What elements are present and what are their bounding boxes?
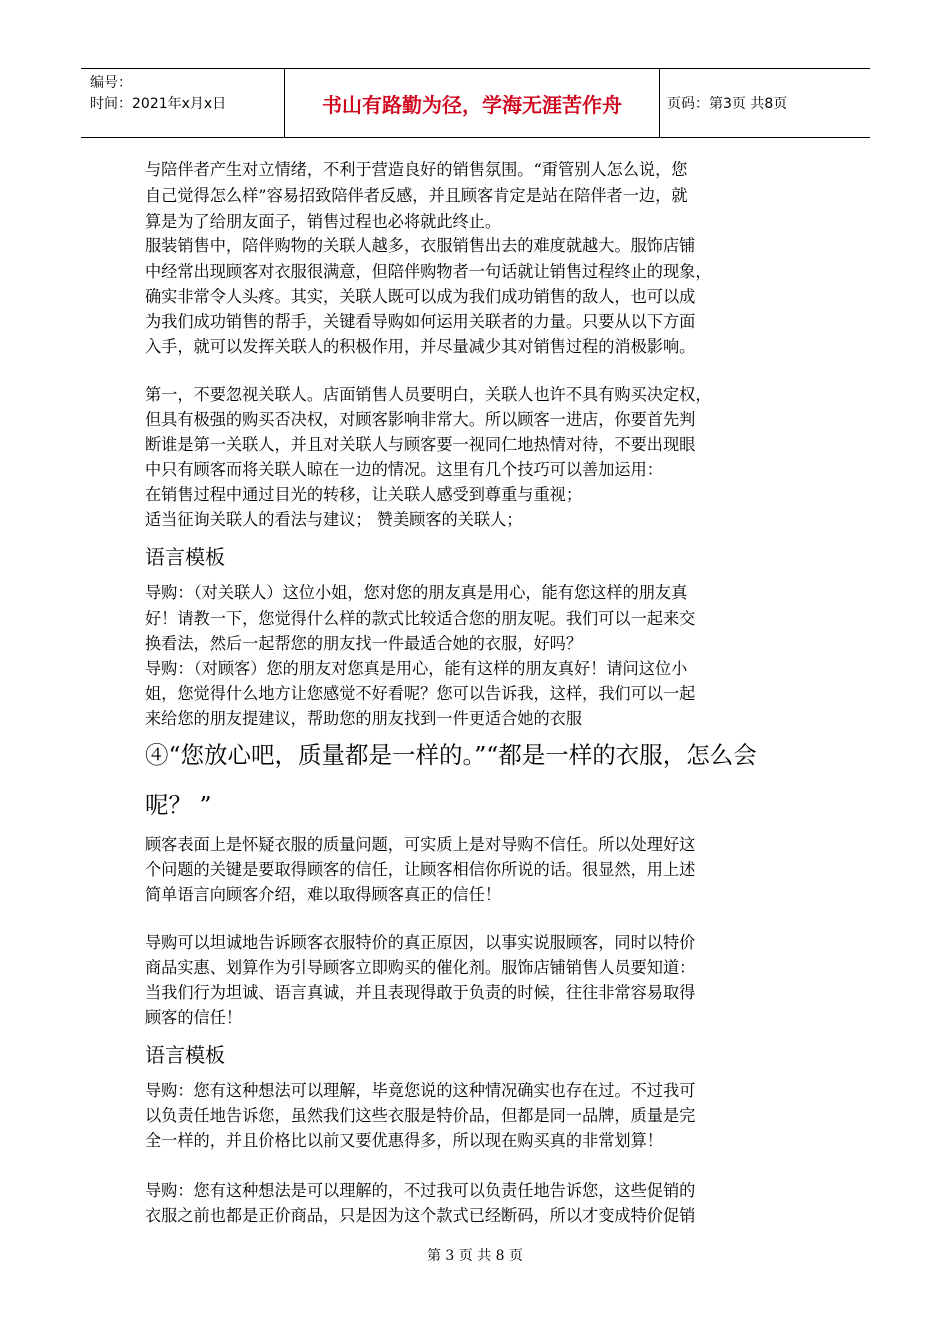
template-line: 以负责任地告诉您，虽然我们这些衣服是特价品，但都是同一品牌，质量是完	[145, 1106, 696, 1125]
template-line: 全一样的，并且价格比以前又要优惠得多，所以现在购买真的非常划算！	[145, 1131, 663, 1150]
template-line: 导购：（对顾客）您的朋友对您真是用心，能有这样的朋友真好！请问这位小	[145, 659, 688, 678]
body-line: 顾客的信任！	[145, 1008, 243, 1027]
body-line: 自己觉得怎么样”容易招致陪伴者反感，并且顾客肯定是站在陪伴者一边，就	[145, 186, 688, 205]
template-line: 导购：您有这种想法是可以理解的，不过我可以负责任地告诉您，这些促销的	[145, 1181, 696, 1200]
number-label: 编号：	[90, 75, 132, 91]
body-line: 简单语言向顾客介绍，难以取得顾客真正的信任！	[145, 885, 502, 904]
question-heading-cont: 呢？ ”	[145, 791, 212, 819]
body-line: 断谁是第一关联人，并且对关联人与顾客要一视同仁地热情对待，不要出现眼	[145, 435, 696, 454]
body-line: 确实非常令人头疼。其实，关联人既可以成为我们成功销售的敌人，也可以成	[145, 287, 696, 306]
section-heading: 语言模板	[145, 545, 225, 569]
section-heading: 语言模板	[145, 1043, 225, 1067]
question-heading: ④“您放心吧，质量都是一样的。”“都是一样的衣服，怎么会	[145, 741, 757, 769]
body-line: 在销售过程中通过目光的转移，让关联人感受到尊重与重视；	[145, 485, 583, 504]
page-header	[81, 68, 870, 138]
body-line: 为我们成功销售的帮手，关键看导购如何运用关联者的力量。只要从以下方面	[145, 312, 696, 331]
header-motto: 书山有路勤为径，学海无涯苦作舟	[322, 92, 622, 117]
body-line: 与陪伴者产生对立情绪，不利于营造良好的销售氛围。“甭管别人怎么说，您	[145, 160, 688, 179]
body-line: 个问题的关键是要取得顾客的信任，让顾客相信你所说的话。很显然，用上述	[145, 860, 696, 879]
template-line: 来给您的朋友提建议，帮助您的朋友找到一件更适合她的衣服	[145, 709, 583, 728]
body-line: 入手，就可以发挥关联人的积极作用，并尽量减少其对销售过程的消极影响。	[145, 337, 696, 356]
body-line: 中经常出现顾客对衣服很满意，但陪伴购物者一句话就让销售过程终止的现象，	[145, 262, 712, 281]
body-line: 但具有极强的购买否决权，对顾客影响非常大。所以顾客一进店，你要首先判	[145, 410, 696, 429]
body-line: 算是为了给朋友面子，销售过程也必将就此终止。	[145, 212, 502, 231]
body-line: 适当征询关联人的看法与建议； 赞美顾客的关联人；	[145, 510, 523, 529]
header-page-info: 页码：第3页 共8页	[667, 96, 788, 112]
page-footer: 第 3 页 共 8 页	[426, 1248, 524, 1264]
body-line: 商品实惠、划算作为引导顾客立即购买的催化剂。服饰店铺销售人员要知道：	[145, 958, 696, 977]
time-label: 时间：2021年x月x日	[90, 96, 227, 112]
template-line: 衣服之前也都是正价商品，只是因为这个款式已经断码，所以才变成特价促销	[145, 1206, 696, 1225]
body-line: 第一，不要忽视关联人。店面销售人员要明白，关联人也许不具有购买决定权，	[145, 385, 712, 404]
body-line: 顾客表面上是怀疑衣服的质量问题，可实质上是对导购不信任。所以处理好这	[145, 835, 696, 854]
template-line: 好！请教一下，您觉得什么样的款式比较适合您的朋友呢。我们可以一起来交	[145, 609, 696, 628]
template-line: 换看法，然后一起帮您的朋友找一件最适合她的衣服，好吗？	[145, 634, 583, 653]
body-line: 当我们行为坦诚、语言真诚，并且表现得敢于负责的时候，往往非常容易取得	[145, 983, 696, 1002]
template-line: 导购：（对关联人）这位小姐，您对您的朋友真是用心，能有您这样的朋友真	[145, 583, 688, 602]
body-line: 中只有顾客而将关联人晾在一边的情况。这里有几个技巧可以善加运用：	[145, 460, 663, 479]
body-line: 导购可以坦诚地告诉顾客衣服特价的真正原因，以事实说服顾客，同时以特价	[145, 933, 696, 952]
header-meta	[90, 73, 226, 115]
template-line: 姐，您觉得什么地方让您感觉不好看呢？您可以告诉我，这样，我们可以一起	[145, 684, 696, 703]
body-line: 服装销售中，陪伴购物的关联人越多，衣服销售出去的难度就越大。服饰店铺	[145, 236, 696, 255]
template-line: 导购：您有这种想法可以理解，毕竟您说的这种情况确实也存在过。不过我可	[145, 1081, 696, 1100]
header-divider-right	[659, 69, 660, 137]
